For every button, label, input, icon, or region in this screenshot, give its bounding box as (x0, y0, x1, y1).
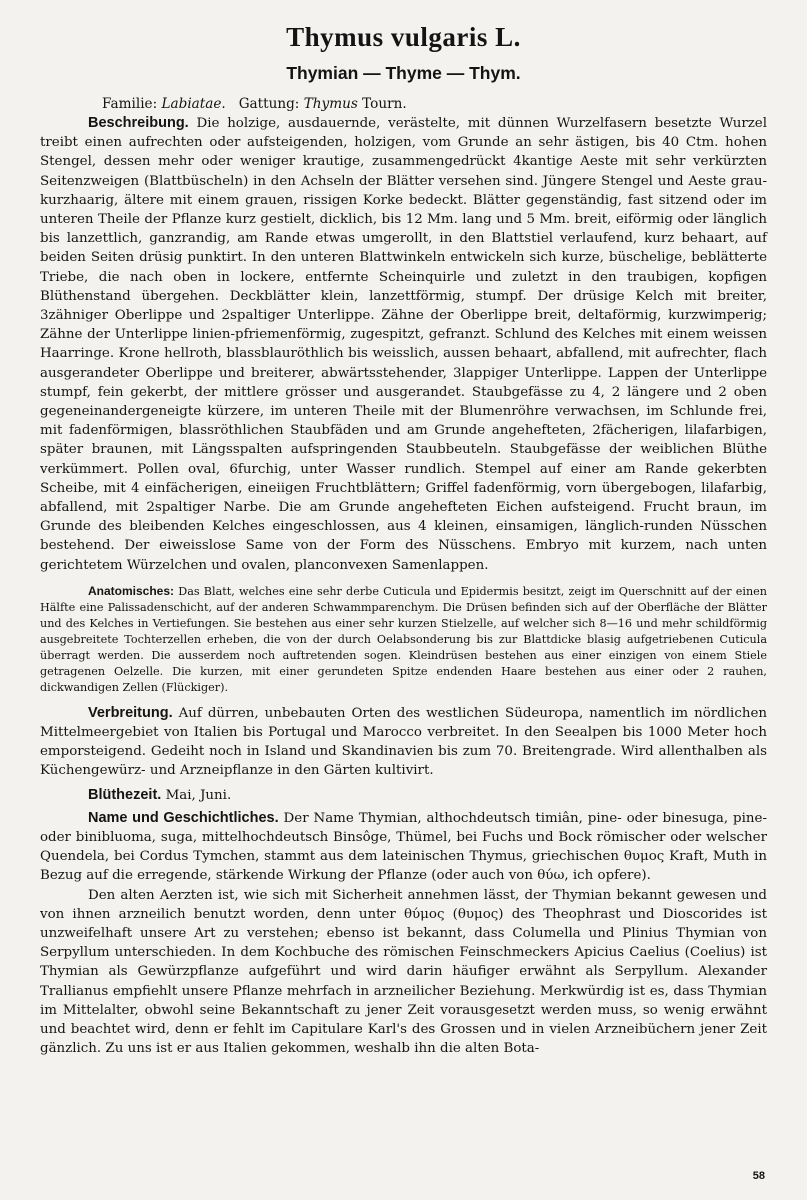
beschreibung-label: Beschreibung. (88, 115, 189, 131)
gattung-author: Tourn. (362, 96, 407, 112)
page-title: Thymus vulgaris L. (286, 22, 521, 52)
bluethezeit-text: Mai, Juni. (165, 787, 232, 803)
verbreitung-text: Auf dürren, unbebauten Orten des westlichen Südeuropa, namentlich im nördlichen Mittelmeergebiet von Italien bis Portugal und Marocco verbreitet. In den Seealpen bis 1000 Meter hoch emporsteigend. Gedeiht noch in Island und Skandinavien bis zum 70. Breitengrade. Wird allenthalben als Küchengewürz- und Arzneipflanze in den Gärten kultivirt. (40, 705, 767, 779)
geschichte-text: Den alten Aerzten ist, wie sich mit Sicherheit annehmen lässt, der Thymian bekannt gewesen und von ihnen arzneilich benutzt worden, denn unter θύμος (θυμος) des Theophrast und Dioscorides ist unzweifelhaft unsere Art zu verstehen; ebenso ist bekannt, dass Columella und Plinius Thymian von Serpyllum unterschieden. In dem Kochbuche des römischen Feinschmeckers Apicius Caelius (Coelius) ist Thymian als Gewürzpflanze aufgeführt und wird darin häufiger erwähnt als Serpyllum. Alexander Trallianus empfiehlt unsere Pflanze mehrfach in arzneilicher Beziehung. Merkwürdig ist es, dass Thymian im Mittelalter, obwohl seine Bekanntschaft zu jener Zeit vorausgesetzt werden muss, so wenig erwähnt und beachtet wird, denn er fehlt im Capitulare Karl's des Grossen und in vielen Arzneibüchern jener Zeit gänzlich. Zu uns ist er aus Italien gekommen, weshalb ihn die alten Bota- (40, 887, 767, 1057)
bluethezeit-line (88, 787, 767, 803)
beschreibung-text: Die holzige, ausdauernde, verästelte, mit dünnen Wurzelfasern besetzte Wurzel treibt einen aufrechten oder aufsteigenden, holzigen, vom Grunde an sehr ästigen, bis 40 Ctm. hohen Stengel, dessen mehr oder weniger krautige, zusammengedrückt 4kantige Aeste mit sehr verkürzten Seitenzweigen (Blattbüscheln) in den Achseln der Blätter versehen sind. Jüngere Stengel und Aeste grau-kurzhaarig, ältere mit einem grauen, rissigen Korke bedeckt. Blätter gegenständig, fast sitzend oder im unteren Theile der Pflanze kurz gestielt, dicklich, bis 12 Mm. lang und 5 Mm. breit, eiförmig oder länglich bis lanzettlich, ganzrandig, am Rande etwas umgerollt, in den Blattstiel verlaufend, kurz behaart, auf beiden Seiten drüsig punktirt. In den unteren Blattwinkeln entwickeln sich kurze, büschelige, beblätterte Triebe, die nach oben in lockere, entfernte Scheinquirle und zuletzt in den traubigen, kopfigen Blüthenstand übergehen. Deckblätter klein, lanzettförmig, stumpf. Der drüsige Kelch mit breiter, 3zähniger Oberlippe und 2spaltiger Unterlippe. Zähne der Oberlippe breit, deltaförmig, kurzwimperig; Zähne der Unterlippe linien-pfriemenförmig, zugespitzt, gefranzt. Schlund des Kelches mit einem weissen Haarringe. Krone hellroth, blassblauröthlich bis weisslich, aussen behaart, abfallend, mit aufrechter, flach ausgerandeter Oberlippe und breiterer, abwärtsstehender, 3lappiger Unterlippe. Lappen der Unterlippe stumpf, fein gekerbt, der mittlere grösser und ausgerandet. Staubgefässe zu 4, 2 längere und 2 oben gegeneinandergeneigte kürzere, im unteren Theile mit der Blumenröhre verwachsen, im Schlunde frei, mit fadenförmigen, blassröthlichen Staubfäden und am Grunde angehefteten, 2fächerigen, lilafarbigen, später braunen, mit Längsspalten aufspringenden Staubbeuteln. Staubgefässe der weiblichen Blüthe verkümmert. Pollen oval, 6furchig, unter Wasser rundlich. Stempel auf einer am Rande gekerbten Scheibe, mit 4 einfächerigen, eineiigen Fruchtblättern; Griffel fadenförmig, vorn übergebogen, lilafarbig, abfallend, mit 2spaltiger Narbe. Die am Grunde angehefteten Eichen aufsteigend. Frucht braun, im Grunde des bleibenden Kelches eingeschlossen, aus 4 kleinen, einsamigen, länglich-runden Nüsschen bestehend. Der eiweisslose Same von der Form des Nüsschens. Embryo mit kurzem, nach unten gerichtetem Würzelchen und ovalen, planconvexen Samenlappen. (40, 116, 767, 573)
page-number: 58 (752, 1170, 765, 1182)
gattung-label: Gattung: (238, 96, 300, 112)
name-text: Der Name Thymian, althochdeutsch timiân, pine- oder binesuga, pine- oder binibluoma, suga, mittelhochdeutsch Binsôge, Thümel, bei Fuchs und Bock römischer oder welscher Quendela, bei Cordus Tymchen, stammt aus dem lateinischen Thymus, griechischen θυμος Kraft, Muth in Bezug auf die erregende, stärkende Wirkung der Pflanze (oder auch von θύω, ich opfere). (40, 810, 767, 884)
beschreibung-paragraph (40, 114, 767, 575)
bluethezeit-label: Blüthezeit. (88, 786, 162, 803)
gattung-value: Thymus (303, 96, 358, 112)
familie-label: Familie: (102, 96, 158, 112)
verbreitung-paragraph (40, 704, 767, 781)
anatomisches-text: Das Blatt, welches eine sehr derbe Cuticula und Epidermis besitzt, zeigt im Querschnitt auf der einen Hälfte eine Palissadenschicht, auf der anderen Schwammparenchym. Die Drüsen befinden sich auf der Oberfläche der Blätter und des Kelches in Vertiefungen. Sie bestehen aus einer sehr kurzen Stielzelle, auf welcher sich 8—16 und mehr schildförmig ausgebreitete Tochterzellen erheben, die von der durch Oelabsonderung bis zur Blattdicke blasig aufgetriebenen Cuticula überragt werden. Die ausserdem noch auftretenden sogen. Kleindrüsen bestehen aus einer einzigen von einem Stiele getragenen Oelzelle. Die kurzen, mit einer gerundeten Spitze endenden Haare bestehen aus einer oder 2 rauhen, dickwandigen Zellen (40, 584, 768, 694)
common-names: Thymian — Thyme — Thym. (286, 63, 521, 83)
anatomisches-citation: (Flückiger). (161, 680, 229, 694)
anatomisches-label: Anatomisches: (88, 583, 175, 598)
name-label: Name und Geschichtliches. (88, 809, 279, 826)
verbreitung-label: Verbreitung. (88, 704, 173, 721)
anatomisches-paragraph (40, 583, 767, 696)
name-paragraph (40, 809, 767, 886)
familie-value: Labiatae. (161, 96, 226, 112)
taxonomy-line (102, 96, 767, 112)
geschichte-paragraph (40, 886, 767, 1059)
